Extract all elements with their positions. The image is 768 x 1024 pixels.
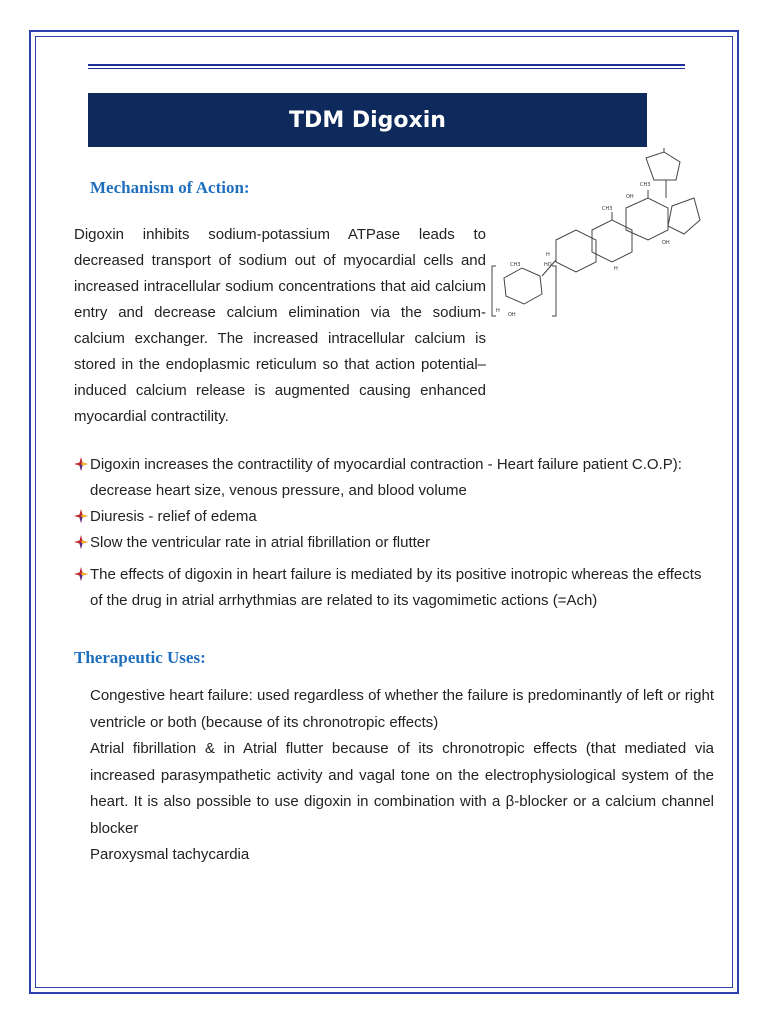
four-point-star-icon	[74, 535, 88, 549]
bullet-text: Digoxin increases the contractility of myocardial contraction - Heart failure patient C.O.P): decrease heart size, venous pressure, and blood volume	[90, 456, 682, 499]
bullet-item	[74, 530, 714, 556]
label-h-mid: H	[614, 266, 618, 272]
mechanism-heading: Mechanism of Action:	[90, 178, 250, 197]
label-sugar-oh: OH	[508, 312, 516, 318]
four-point-star-icon	[74, 509, 88, 523]
therapeutic-uses-list	[90, 683, 714, 869]
bullet-text: Slow the ventricular rate in atrial fibrillation or flutter	[90, 534, 431, 551]
title-banner	[88, 93, 647, 147]
mechanism-paragraph: Digoxin inhibits sodium-potassium ATPase leads to decreased transport of sodium out of myocardial cells and increased intracellular sodium concentrations that aid calcium entry and decrease calcium elimination via the sodium-calcium exchanger. The increased intracellular calcium is stored in the endoplasmic reticulum so that action potential–induced calcium release is augmented causing enhanced myocardial contractility.	[74, 226, 486, 425]
label-ho-left: HO	[544, 262, 552, 268]
effects-bullet-list	[74, 452, 714, 614]
page-title: TDM Digoxin	[289, 107, 446, 133]
label-h-left: H	[546, 252, 550, 258]
use-item: Paroxysmal tachycardia	[90, 846, 250, 863]
bullet-item	[74, 452, 714, 504]
digoxin-structure-diagram	[486, 148, 718, 338]
use-item: Congestive heart failure: used regardless of whether the failure is predominantly of left or right ventricle or both (because of its chronotropic effects)	[90, 687, 714, 731]
therapeutic-heading: Therapeutic Uses:	[74, 648, 206, 667]
bullet-item	[74, 504, 714, 530]
label-oh-right: OH	[662, 240, 670, 246]
label-sugar-ch3: CH3	[510, 262, 521, 268]
bullet-item	[74, 562, 714, 614]
label-oh-top: OH	[626, 194, 634, 200]
label-ch3-mid: CH3	[602, 206, 613, 212]
bullet-text: The effects of digoxin in heart failure is mediated by its positive inotropic whereas the effects of the drug in atrial arrhythmias are related to its vagomimetic actions (=Ach)	[90, 566, 702, 609]
use-item: Atrial fibrillation & in Atrial flutter because of its chronotropic effects (that mediated via increased parasympathetic activity and vagal tone on the electrophysiological system of the heart. It is also possible to use digoxin in combination with a β-blocker or a calcium channel blocker	[90, 740, 714, 837]
top-rule	[88, 64, 685, 69]
four-point-star-icon	[74, 567, 88, 581]
label-ch3-top: CH3	[640, 182, 651, 188]
bullet-text: Diuresis - relief of edema	[90, 508, 257, 525]
four-point-star-icon	[74, 457, 88, 471]
label-sugar-h: H	[496, 308, 500, 314]
